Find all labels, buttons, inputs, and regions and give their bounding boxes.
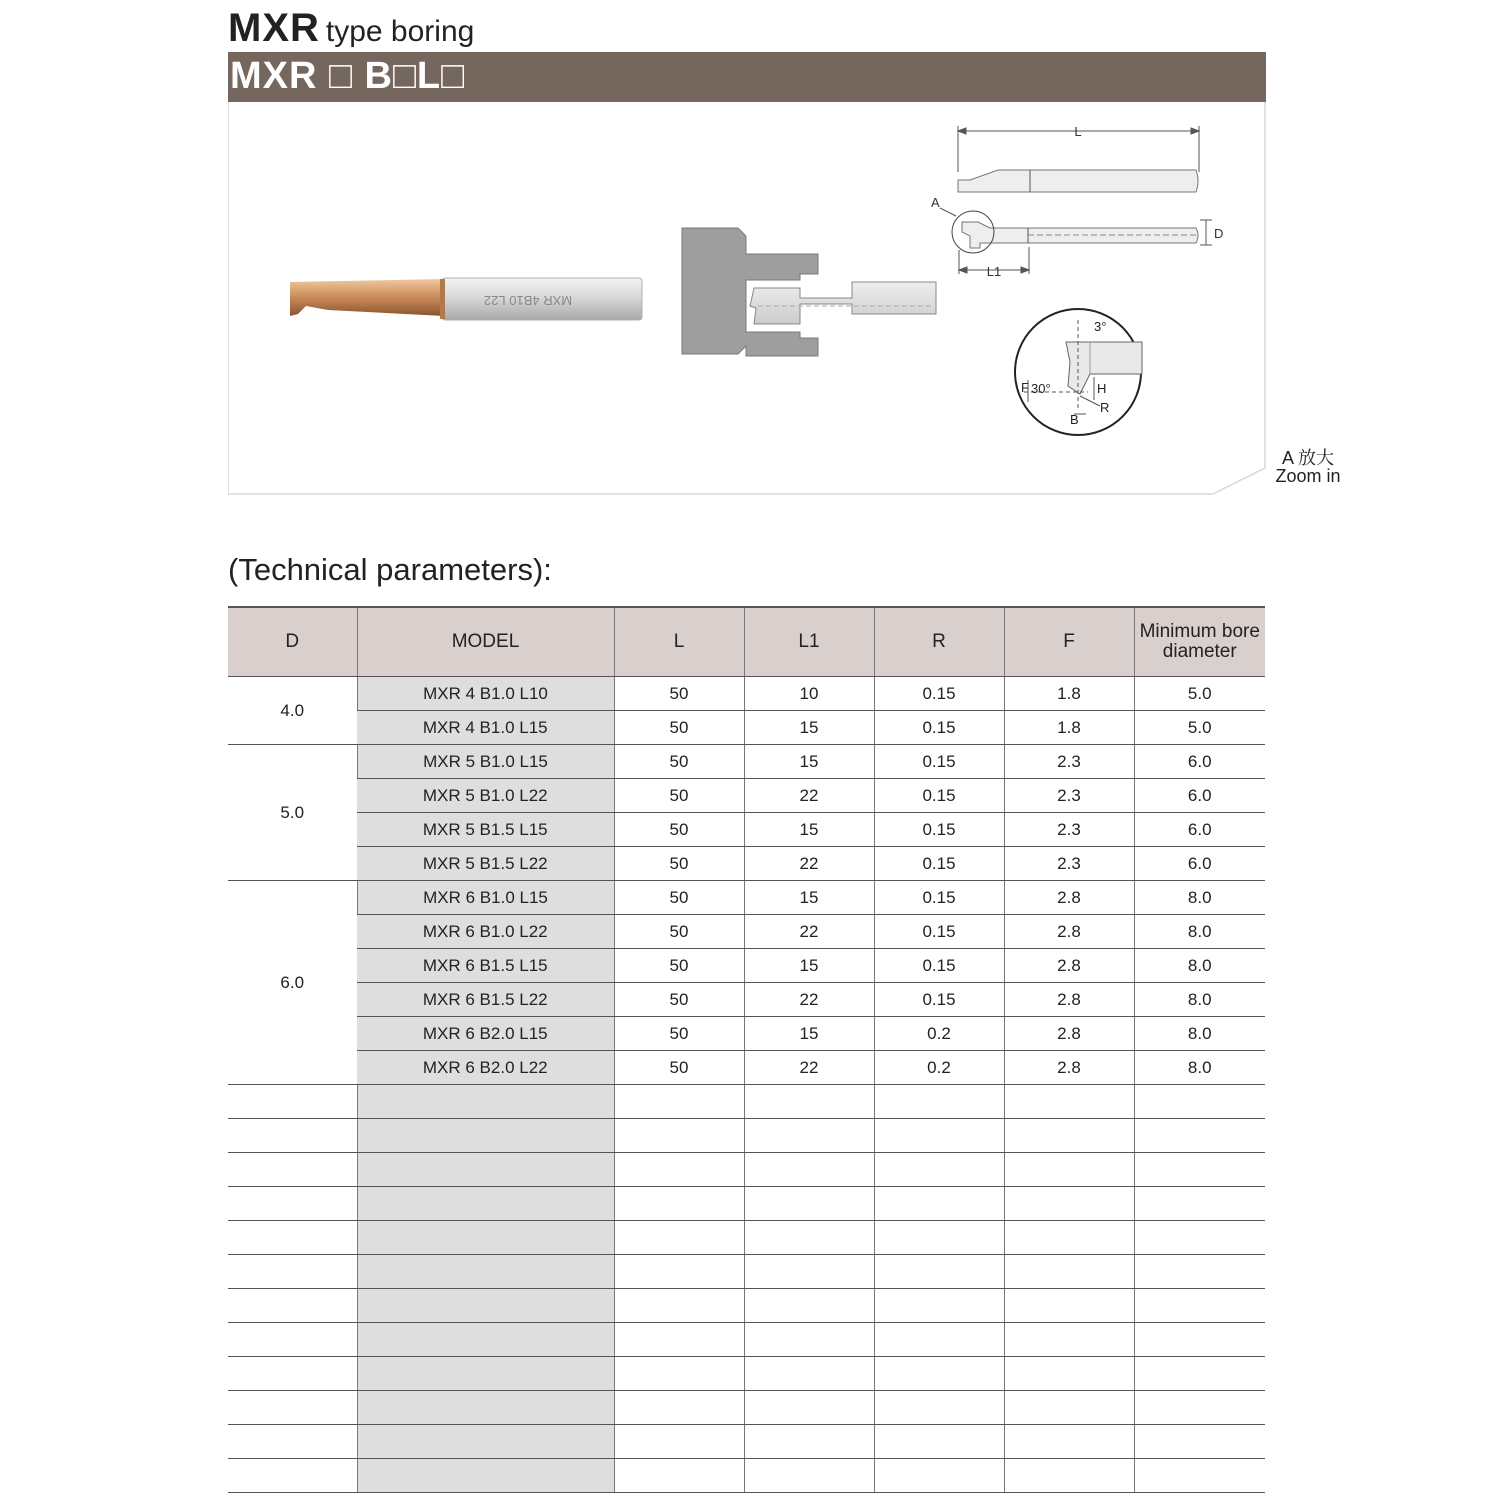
empty-cell bbox=[874, 1255, 1004, 1289]
l1-cell: 10 bbox=[744, 677, 874, 711]
empty-cell bbox=[744, 1425, 874, 1459]
empty-cell bbox=[614, 1119, 744, 1153]
empty-table-row bbox=[228, 1085, 1265, 1119]
r-cell: 0.15 bbox=[874, 813, 1004, 847]
f-cell: 2.8 bbox=[1004, 949, 1134, 983]
empty-cell bbox=[357, 1153, 614, 1187]
model-cell: MXR 4 B1.0 L15 bbox=[357, 711, 614, 745]
empty-cell bbox=[874, 1119, 1004, 1153]
table-row bbox=[228, 813, 1265, 847]
empty-cell bbox=[874, 1459, 1004, 1493]
empty-cell bbox=[614, 1323, 744, 1357]
l1-cell: 15 bbox=[744, 881, 874, 915]
l-cell: 50 bbox=[614, 745, 744, 779]
col-header-f: F bbox=[1004, 607, 1134, 677]
empty-cell bbox=[1004, 1119, 1134, 1153]
empty-table-row bbox=[228, 1459, 1265, 1493]
empty-cell bbox=[614, 1459, 744, 1493]
empty-table-row bbox=[228, 1153, 1265, 1187]
empty-cell bbox=[874, 1187, 1004, 1221]
f-cell: 2.3 bbox=[1004, 745, 1134, 779]
l-cell: 50 bbox=[614, 949, 744, 983]
empty-table-row bbox=[228, 1221, 1265, 1255]
empty-cell bbox=[228, 1459, 357, 1493]
empty-cell bbox=[1004, 1153, 1134, 1187]
empty-cell bbox=[614, 1221, 744, 1255]
col-header-model: MODEL bbox=[357, 607, 614, 677]
empty-cell bbox=[614, 1357, 744, 1391]
empty-cell bbox=[1004, 1323, 1134, 1357]
empty-cell bbox=[357, 1391, 614, 1425]
empty-cell bbox=[614, 1289, 744, 1323]
empty-cell bbox=[744, 1357, 874, 1391]
empty-cell bbox=[744, 1221, 874, 1255]
table-row bbox=[228, 881, 1265, 915]
table-row bbox=[228, 677, 1265, 711]
model-cell: MXR 5 B1.0 L15 bbox=[357, 745, 614, 779]
col-header-min-bore: Minimum bore diameter bbox=[1134, 607, 1265, 677]
model-cell: MXR 6 B2.0 L15 bbox=[357, 1017, 614, 1051]
min-bore-cell: 8.0 bbox=[1134, 881, 1265, 915]
model-cell: MXR 6 B2.0 L22 bbox=[357, 1051, 614, 1085]
dimension-drawing bbox=[940, 126, 1212, 274]
empty-cell bbox=[228, 1323, 357, 1357]
zoom-caption-en: Zoom in bbox=[1275, 466, 1341, 486]
empty-cell bbox=[874, 1391, 1004, 1425]
tool-coated-neck bbox=[290, 279, 444, 316]
empty-cell bbox=[1134, 1323, 1265, 1357]
l1-cell: 22 bbox=[744, 779, 874, 813]
empty-cell bbox=[744, 1153, 874, 1187]
empty-cell bbox=[357, 1425, 614, 1459]
empty-cell bbox=[744, 1119, 874, 1153]
f-cell: 2.3 bbox=[1004, 813, 1134, 847]
col-header-r: R bbox=[874, 607, 1004, 677]
empty-cell bbox=[228, 1391, 357, 1425]
shank-marking: MXR 4B10 L22 bbox=[483, 293, 573, 308]
empty-cell bbox=[1134, 1119, 1265, 1153]
empty-cell bbox=[357, 1187, 614, 1221]
min-bore-cell: 6.0 bbox=[1134, 847, 1265, 881]
empty-table-row bbox=[228, 1255, 1265, 1289]
l-cell: 50 bbox=[614, 915, 744, 949]
empty-cell bbox=[744, 1289, 874, 1323]
r-cell: 0.15 bbox=[874, 745, 1004, 779]
empty-cell bbox=[614, 1391, 744, 1425]
min-bore-cell: 8.0 bbox=[1134, 983, 1265, 1017]
empty-cell bbox=[1134, 1187, 1265, 1221]
model-cell: MXR 6 B1.0 L15 bbox=[357, 881, 614, 915]
min-bore-cell: 8.0 bbox=[1134, 1051, 1265, 1085]
empty-cell bbox=[614, 1085, 744, 1119]
empty-cell bbox=[1134, 1425, 1265, 1459]
col-header-l: L bbox=[614, 607, 744, 677]
l1-cell: 22 bbox=[744, 1051, 874, 1085]
label-L: L bbox=[1074, 124, 1082, 139]
table-row bbox=[228, 1051, 1265, 1085]
empty-cell bbox=[228, 1289, 357, 1323]
l1-cell: 22 bbox=[744, 847, 874, 881]
min-bore-cell: 8.0 bbox=[1134, 1017, 1265, 1051]
empty-cell bbox=[357, 1221, 614, 1255]
r-cell: 0.2 bbox=[874, 1051, 1004, 1085]
empty-cell bbox=[1134, 1085, 1265, 1119]
f-cell: 2.3 bbox=[1004, 779, 1134, 813]
col-header-d: D bbox=[228, 607, 357, 677]
empty-cell bbox=[874, 1357, 1004, 1391]
empty-table-row bbox=[228, 1289, 1265, 1323]
r-cell: 0.15 bbox=[874, 779, 1004, 813]
table-row bbox=[228, 983, 1265, 1017]
empty-cell bbox=[228, 1357, 357, 1391]
r-cell: 0.15 bbox=[874, 847, 1004, 881]
empty-cell bbox=[1004, 1221, 1134, 1255]
d-cell: 5.0 bbox=[228, 745, 357, 881]
empty-cell bbox=[228, 1255, 357, 1289]
l-cell: 50 bbox=[614, 677, 744, 711]
zoom-label-3deg: 3° bbox=[1094, 319, 1107, 334]
empty-cell bbox=[614, 1255, 744, 1289]
empty-cell bbox=[357, 1119, 614, 1153]
empty-cell bbox=[1004, 1425, 1134, 1459]
f-cell: 2.8 bbox=[1004, 915, 1134, 949]
l1-cell: 15 bbox=[744, 813, 874, 847]
table-row bbox=[228, 779, 1265, 813]
empty-cell bbox=[1134, 1357, 1265, 1391]
label-A: A bbox=[931, 195, 940, 210]
empty-cell bbox=[1004, 1459, 1134, 1493]
tool-side-view bbox=[962, 222, 1198, 248]
empty-cell bbox=[1004, 1187, 1134, 1221]
empty-cell bbox=[614, 1187, 744, 1221]
r-cell: 0.15 bbox=[874, 949, 1004, 983]
empty-cell bbox=[1004, 1391, 1134, 1425]
tool-neck-collar bbox=[440, 279, 445, 319]
empty-cell bbox=[1004, 1255, 1134, 1289]
model-cell: MXR 5 B1.5 L22 bbox=[357, 847, 614, 881]
empty-cell bbox=[614, 1425, 744, 1459]
parameters-table bbox=[228, 606, 1265, 1493]
empty-cell bbox=[744, 1459, 874, 1493]
empty-cell bbox=[874, 1153, 1004, 1187]
arrow-L1-left bbox=[959, 267, 967, 273]
f-cell: 2.8 bbox=[1004, 983, 1134, 1017]
table-row bbox=[228, 949, 1265, 983]
model-cell: MXR 6 B1.5 L15 bbox=[357, 949, 614, 983]
empty-cell bbox=[228, 1119, 357, 1153]
empty-cell bbox=[614, 1153, 744, 1187]
f-cell: 1.8 bbox=[1004, 711, 1134, 745]
model-cell: MXR 6 B1.0 L22 bbox=[357, 915, 614, 949]
l1-cell: 15 bbox=[744, 949, 874, 983]
l1-cell: 15 bbox=[744, 745, 874, 779]
table-row bbox=[228, 745, 1265, 779]
empty-cell bbox=[874, 1085, 1004, 1119]
zoom-label-H: H bbox=[1097, 381, 1107, 396]
l-cell: 50 bbox=[614, 983, 744, 1017]
empty-cell bbox=[744, 1391, 874, 1425]
l1-cell: 15 bbox=[744, 1017, 874, 1051]
model-cell: MXR 5 B1.5 L15 bbox=[357, 813, 614, 847]
zoom-label-R: R bbox=[1100, 400, 1110, 415]
empty-cell bbox=[1134, 1221, 1265, 1255]
zoom-caption-cn: A 放大 bbox=[1281, 448, 1334, 468]
f-cell: 2.8 bbox=[1004, 1051, 1134, 1085]
min-bore-cell: 6.0 bbox=[1134, 745, 1265, 779]
empty-cell bbox=[357, 1323, 614, 1357]
page-title bbox=[228, 6, 474, 51]
empty-cell bbox=[1004, 1085, 1134, 1119]
empty-cell bbox=[874, 1289, 1004, 1323]
empty-cell bbox=[874, 1425, 1004, 1459]
empty-cell bbox=[1004, 1289, 1134, 1323]
table-row bbox=[228, 711, 1265, 745]
l-cell: 50 bbox=[614, 847, 744, 881]
model-cell: MXR 4 B1.0 L10 bbox=[357, 677, 614, 711]
empty-cell bbox=[1134, 1459, 1265, 1493]
empty-cell bbox=[357, 1357, 614, 1391]
table-row bbox=[228, 915, 1265, 949]
empty-cell bbox=[228, 1153, 357, 1187]
arrow-L-right bbox=[1191, 128, 1199, 134]
empty-table-row bbox=[228, 1425, 1265, 1459]
empty-cell bbox=[874, 1221, 1004, 1255]
empty-cell bbox=[1134, 1255, 1265, 1289]
zoom-label-B: B bbox=[1070, 412, 1079, 427]
empty-table-row bbox=[228, 1357, 1265, 1391]
min-bore-cell: 8.0 bbox=[1134, 915, 1265, 949]
type-subtitle: type boring bbox=[325, 15, 475, 48]
empty-cell bbox=[744, 1187, 874, 1221]
l1-cell: 15 bbox=[744, 711, 874, 745]
holder-section-drawing bbox=[682, 228, 936, 356]
l-cell: 50 bbox=[614, 1051, 744, 1085]
brand-name: MXR bbox=[228, 6, 320, 50]
min-bore-cell: 8.0 bbox=[1134, 949, 1265, 983]
l1-cell: 22 bbox=[744, 983, 874, 1017]
table-row bbox=[228, 847, 1265, 881]
empty-cell bbox=[1134, 1153, 1265, 1187]
table-header-row bbox=[228, 607, 1265, 677]
zoom-label-F: F bbox=[1021, 380, 1029, 395]
technical-parameters-heading: (Technical parameters): bbox=[228, 552, 552, 587]
empty-cell bbox=[1134, 1289, 1265, 1323]
empty-cell bbox=[357, 1289, 614, 1323]
d-cell: 6.0 bbox=[228, 881, 357, 1085]
r-cell: 0.15 bbox=[874, 983, 1004, 1017]
model-code: MXR □ B□L□ bbox=[230, 55, 466, 97]
zoom-label-30deg: 30° bbox=[1031, 381, 1051, 396]
table-row bbox=[228, 1017, 1265, 1051]
empty-cell bbox=[228, 1085, 357, 1119]
l-cell: 50 bbox=[614, 779, 744, 813]
leader-A bbox=[940, 208, 956, 216]
tool-figure-panel bbox=[228, 102, 1341, 495]
min-bore-cell: 5.0 bbox=[1134, 711, 1265, 745]
empty-cell bbox=[744, 1085, 874, 1119]
min-bore-cell: 6.0 bbox=[1134, 779, 1265, 813]
empty-table-row bbox=[228, 1391, 1265, 1425]
label-L1: L1 bbox=[986, 264, 1002, 279]
tool-photo bbox=[290, 278, 642, 320]
empty-cell bbox=[1004, 1357, 1134, 1391]
empty-cell bbox=[228, 1425, 357, 1459]
table-body bbox=[228, 677, 1265, 1493]
f-cell: 1.8 bbox=[1004, 677, 1134, 711]
l1-cell: 22 bbox=[744, 915, 874, 949]
l-cell: 50 bbox=[614, 711, 744, 745]
model-cell: MXR 5 B1.0 L22 bbox=[357, 779, 614, 813]
empty-cell bbox=[357, 1085, 614, 1119]
empty-cell bbox=[744, 1323, 874, 1357]
r-cell: 0.15 bbox=[874, 711, 1004, 745]
l-cell: 50 bbox=[614, 813, 744, 847]
holder-bar bbox=[750, 282, 936, 324]
f-cell: 2.8 bbox=[1004, 881, 1134, 915]
label-D: D bbox=[1214, 226, 1224, 241]
r-cell: 0.15 bbox=[874, 915, 1004, 949]
model-code-band bbox=[228, 52, 1266, 102]
empty-cell bbox=[1134, 1391, 1265, 1425]
min-bore-cell: 5.0 bbox=[1134, 677, 1265, 711]
r-cell: 0.15 bbox=[874, 677, 1004, 711]
d-cell: 4.0 bbox=[228, 677, 357, 745]
model-cell: MXR 6 B1.5 L22 bbox=[357, 983, 614, 1017]
empty-cell bbox=[228, 1187, 357, 1221]
empty-cell bbox=[228, 1221, 357, 1255]
f-cell: 2.3 bbox=[1004, 847, 1134, 881]
r-cell: 0.15 bbox=[874, 881, 1004, 915]
empty-cell bbox=[357, 1459, 614, 1493]
empty-table-row bbox=[228, 1323, 1265, 1357]
min-bore-cell: 6.0 bbox=[1134, 813, 1265, 847]
tool-top-view bbox=[958, 170, 1198, 192]
col-header-l1: L1 bbox=[744, 607, 874, 677]
arrow-L1-right bbox=[1021, 267, 1029, 273]
r-cell: 0.2 bbox=[874, 1017, 1004, 1051]
empty-cell bbox=[357, 1255, 614, 1289]
arrow-L-left bbox=[958, 128, 966, 134]
empty-table-row bbox=[228, 1187, 1265, 1221]
tool-drawings bbox=[228, 102, 1266, 495]
empty-cell bbox=[874, 1323, 1004, 1357]
empty-cell bbox=[744, 1255, 874, 1289]
empty-table-row bbox=[228, 1119, 1265, 1153]
f-cell: 2.8 bbox=[1004, 1017, 1134, 1051]
l-cell: 50 bbox=[614, 1017, 744, 1051]
l-cell: 50 bbox=[614, 881, 744, 915]
